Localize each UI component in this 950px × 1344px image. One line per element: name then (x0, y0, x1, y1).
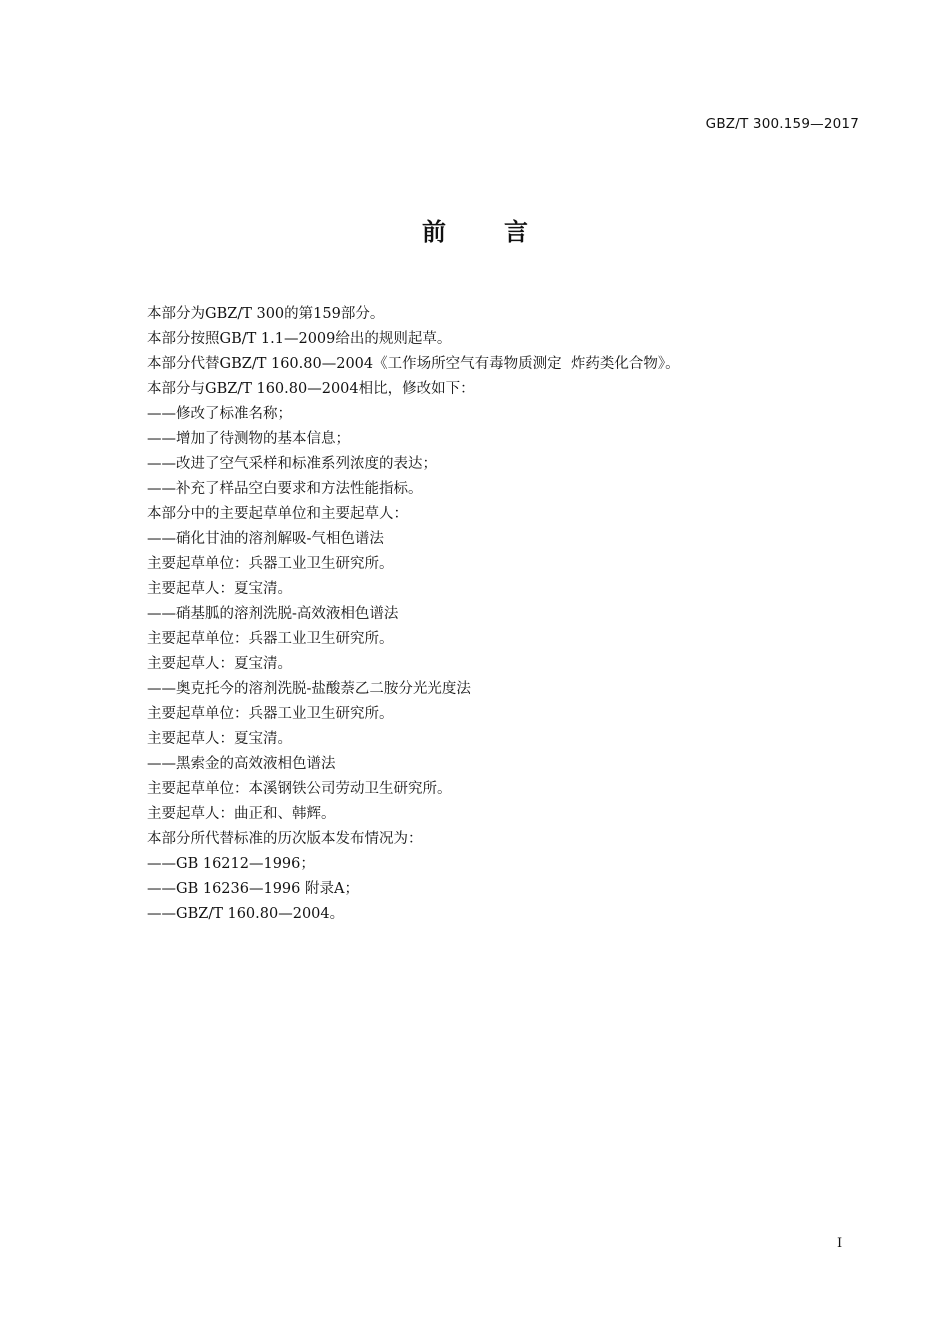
foreword-body (147, 302, 847, 927)
list-item: ——GBZ/T 160.80—2004。 (147, 906, 345, 922)
page-number: I (837, 1236, 843, 1251)
paragraph-line: 主要起草单位：兵器工业卫生研究所。 (147, 556, 394, 572)
paragraph-line: 本部分为GBZ/T 300的第159部分。 (147, 306, 385, 322)
paragraph-line: 本部分按照GB/T 1.1—2009给出的规则起草。 (147, 331, 452, 347)
paragraph-line: 主要起草人：夏宝清。 (147, 581, 292, 597)
paragraph-line: 主要起草人：夏宝清。 (147, 656, 292, 672)
list-item: ——改进了空气采样和标准系列浓度的表达； (147, 456, 437, 472)
paragraph-line: 主要起草人：曲正和、韩辉。 (147, 806, 336, 822)
document-code: GBZ/T 300.159—2017 (705, 116, 859, 132)
list-item: ——GB 16236—1996 附录A； (147, 881, 359, 897)
list-item: ——修改了标准名称； (147, 406, 292, 422)
paragraph-line: 主要起草人：夏宝清。 (147, 731, 292, 747)
paragraph-line: 本部分与GBZ/T 160.80—2004相比，修改如下： (147, 381, 475, 397)
paragraph-line: 本部分中的主要起草单位和主要起草人： (147, 506, 408, 522)
list-item: ——硝基胍的溶剂洗脱-高效液相色谱法 (147, 606, 399, 622)
list-item: ——硝化甘油的溶剂解吸-气相色谱法 (147, 531, 384, 547)
list-item: ——增加了待测物的基本信息； (147, 431, 350, 447)
title-char-1: 前 (422, 218, 446, 246)
list-item: ——GB 16212—1996； (147, 856, 315, 872)
page-title (0, 212, 950, 247)
paragraph-line: 主要起草单位：本溪钢铁公司劳动卫生研究所。 (147, 781, 452, 797)
list-item: ——黑索金的高效液相色谱法 (147, 756, 336, 772)
paragraph-line: 本部分所代替标准的历次版本发布情况为： (147, 831, 423, 847)
list-item: ——补充了样品空白要求和方法性能指标。 (147, 481, 423, 497)
paragraph-line: 主要起草单位：兵器工业卫生研究所。 (147, 706, 394, 722)
list-item: ——奥克托今的溶剂洗脱-盐酸萘乙二胺分光光度法 (147, 681, 471, 697)
paragraph-line: 主要起草单位：兵器工业卫生研究所。 (147, 631, 394, 647)
paragraph-line: 本部分代替GBZ/T 160.80—2004《工作场所空气有毒物质测定 炸药类化合物》。 (147, 356, 680, 372)
title-char-2: 言 (504, 218, 528, 246)
